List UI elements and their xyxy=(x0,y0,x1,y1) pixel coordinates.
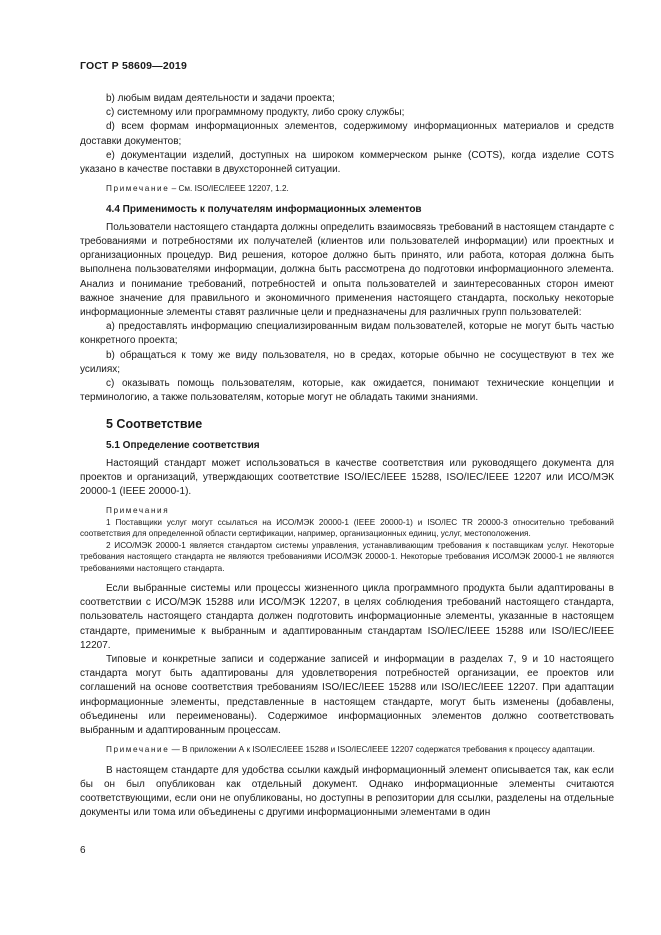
note-adaptation xyxy=(80,744,614,755)
list-item-b: b) любым видам деятельности и задачи проекта; xyxy=(106,93,335,104)
paragraph-information-items: В настоящем стандарте для удобства ссылки каждый информационный элемент описывается так, как если бы он был опубликован как отдельный документ. Однако информационные элементы считаются соответствующими, если они не опубликованы, но доступны в репозитории для ссылки, разделены на отдельные документы или тома или объединены с другими информационными элементами в один xyxy=(80,764,614,819)
list-item-c: c) оказывать помощь пользователям, которые, как ожидается, понимают технические концепции и терминологию, а также пользователям, которые могут не обладать такими знаниями. xyxy=(80,378,614,404)
note-label: Примечание xyxy=(106,745,170,755)
paragraph-records: Типовые и конкретные записи и содержание записей и информации в разделах 7, 9 и 10 настоящего стандарта могут быть адаптированы для удовлетворения потребностей организации, ее проектов или соглашений на основе соответствия требованиям ISO/IEC/IEEE 15288 или ISO/IEC/IEEE 12207. При адаптации информационные элементы, представленные в настоящем стандарте, могут быть изменены (добавлены, объединены или переименованы). Содержимое информационных элементов должно соответствовать выбранным и адаптированным процессам. xyxy=(80,653,614,736)
note-text: — В приложении А к ISO/IEC/IEEE 15288 и ISO/IEC/IEEE 12207 содержатся требования к процессу адаптации. xyxy=(171,745,595,755)
list-item-c: c) системному или программному продукту, либо сроку службы; xyxy=(106,107,405,119)
note-2: 2 ИСО/МЭК 20000-1 является стандартом системы управления, устанавливающим требования к поставщикам услуг. Некоторые требования настоящего стандарта не являются требованиями ИСО/МЭК 20000-1. Некоторые требования ИСО/МЭК 20000-1 не являются требованиями настоящего стандарта. xyxy=(80,540,614,573)
note xyxy=(80,183,614,194)
section-4-4-paragraph: Пользователи настоящего стандарта должны определить взаимосвязь требований в настоящем стандарте с требованиями и потребностями их получателей (клиентов или пользователей информации) или проектных и организационных процедур. Вид решения, которое должно быть принято, или работа, которая должна быть выполнена пользователями информации, должна быть рассмотрена до подготовки информационного элемента. Анализ и понимание требований, потребностей и опыта пользователей и заинтересованных сторон имеют важное значение для правильного и экономичного применения настоящего стандарта, поскольку некоторые информационные элементы ставят различные цели и предназначены для различных групп пользователей: xyxy=(80,221,614,319)
note-text: – См. ISO/IEC/IEEE 12207, 1.2. xyxy=(171,184,289,194)
list-item-b: b) обращаться к тому же виду пользователя, но в средах, которые обычно не сосуществуют в тех же усилиях; xyxy=(80,349,614,375)
note-1: 1 Поставщики услуг могут ссылаться на ИСО/МЭК 20000-1 (IEEE 20000-1) и ISO/IEC TR 20000-3 относительно требований соответствия для определенной области сертификации, например, организационных единиц, услуг, местоположения. xyxy=(80,517,614,539)
page-content xyxy=(80,92,614,820)
section-5-1-paragraph: Настоящий стандарт может использоваться в качестве соответствия или руководящего документа для проектов и организаций, утверждающих соответствие ISO/IEC/IEEE 15288, ISO/IEC/IEEE 12207 или ИСО/МЭК 20000-1 (IEEE 20000-1). xyxy=(80,457,614,498)
paragraph-adaptation: Если выбранные системы или процессы жизненного цикла программного продукта были адаптированы в соответствии с ИСО/МЭК 15288 или ИСО/МЭК 12207, в целях соблюдения требований настоящего стандарта, пользователь настоящего стандарта должен подготовить информационные элементы, указанные в настоящем стандарте, применимые к выбранным и адаптированным стандартам ISO/IEC/IEEE 15288 или ISO/IEC/IEEE 12207. xyxy=(80,582,614,651)
notes-label: Примечания xyxy=(106,506,170,516)
note-label: Примечание xyxy=(106,184,170,194)
standard-header: ГОСТ Р 58609—2019 xyxy=(80,60,188,72)
section-heading-5: 5 Соответствие xyxy=(106,417,203,432)
list-item-d: d) всем формам информационных элементов, содержимому информационных материалов и средств доставки документов; xyxy=(80,121,614,147)
section-heading-5-1: 5.1 Определение соответствия xyxy=(106,439,260,451)
list-item-a: a) предоставлять информацию специализированным видам пользователей, которые не могут быть частью конкретного проекта; xyxy=(80,321,614,347)
page-number: 6 xyxy=(80,845,86,856)
list-item-e: e) документации изделий, доступных на широком коммерческом рынке (COTS), когда изделие COTS указано в качестве поставки в двухсторонней ситуации. xyxy=(80,149,614,176)
section-heading-4-4: 4.4 Применимость к получателям информационных элементов xyxy=(106,203,422,215)
